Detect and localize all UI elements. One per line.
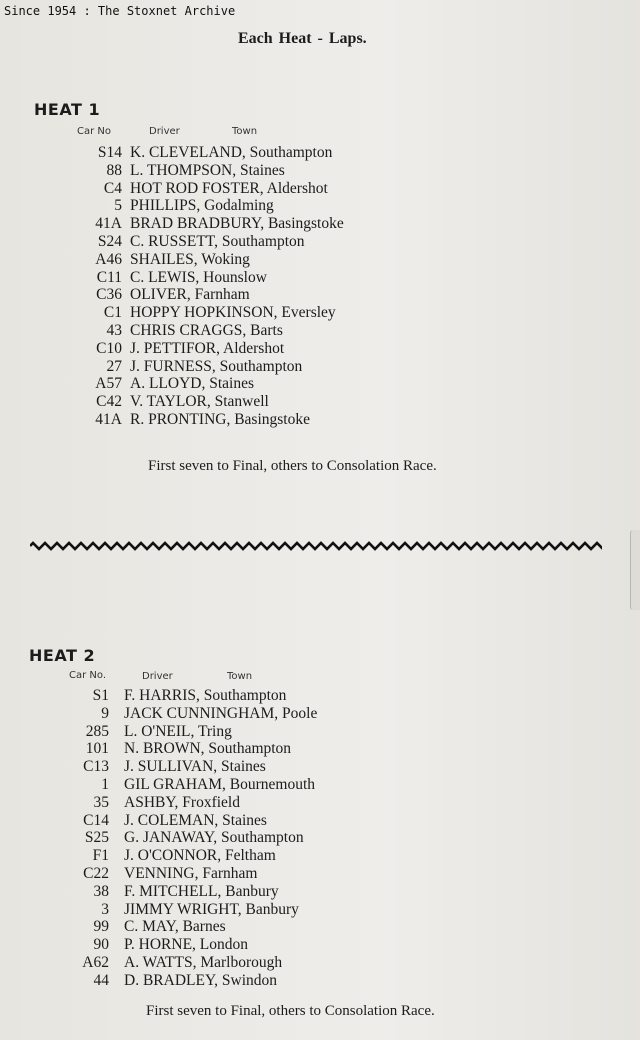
heat-1-col-town: Town [232, 126, 258, 137]
car-number: 99 [93, 918, 109, 936]
driver-town: N. BROWN, Southampton [124, 740, 292, 758]
driver-town: PHILLIPS, Godalming [130, 197, 274, 215]
section-divider [30, 540, 602, 552]
driver-town: C. MAY, Barnes [124, 918, 226, 936]
car-number: C42 [96, 393, 122, 411]
car-number: 90 [93, 936, 109, 954]
driver-town: JIMMY WRIGHT, Banbury [124, 900, 299, 918]
heat-2-note: First seven to Final, others to Consolation Race. [146, 1003, 435, 1019]
driver-town: HOPPY HOPKINSON, Eversley [130, 304, 336, 322]
driver-town: L. O'NEIL, Tring [124, 722, 232, 740]
driver-town: C. LEWIS, Hounslow [130, 268, 267, 286]
car-number: S24 [97, 232, 122, 250]
driver-town: J. COLEMAN, Staines [124, 811, 267, 829]
car-number: 1 [101, 775, 109, 793]
car-number: 27 [106, 357, 122, 375]
driver-town: L. THOMPSON, Staines [130, 161, 285, 179]
car-number: 35 [93, 793, 109, 811]
archive-watermark: Since 1954 : The Stoxnet Archive [4, 4, 236, 18]
car-number: C36 [96, 286, 122, 304]
car-number: 88 [106, 161, 122, 179]
car-number: S1 [92, 687, 109, 704]
car-number: C11 [96, 268, 122, 286]
page-title: Each Heat - Laps. [238, 30, 367, 47]
car-number: C22 [83, 864, 109, 882]
driver-town: G. JANAWAY, Southampton [124, 829, 304, 847]
heat-1-col-car: Car No [77, 126, 111, 137]
car-number: 41A [95, 215, 122, 233]
car-number: 43 [106, 321, 122, 339]
car-number: C10 [96, 339, 122, 357]
car-number: C14 [83, 811, 109, 829]
driver-town: CHRIS CRAGGS, Barts [130, 321, 283, 339]
heat-1-note: First seven to Final, others to Consolation Race. [148, 458, 437, 474]
car-number: 5 [114, 197, 122, 215]
car-number: A46 [95, 250, 122, 268]
driver-town: P. HORNE, London [124, 936, 249, 954]
car-number: 44 [93, 971, 109, 989]
car-number: 9 [101, 704, 109, 722]
driver-town: OLIVER, Farnham [130, 286, 250, 304]
heat-2-title: HEAT 2 [29, 646, 96, 665]
car-number: 41A [95, 410, 122, 428]
driver-town: GIL GRAHAM, Bournemouth [124, 775, 316, 793]
heat-2-col-town: Town [227, 671, 253, 682]
driver-town: K. CLEVELAND, Southampton [130, 144, 333, 161]
driver-town: C. RUSSETT, Southampton [130, 232, 305, 250]
driver-town: A. LLOYD, Staines [130, 375, 254, 393]
driver-town: ASHBY, Froxfield [124, 793, 240, 811]
car-number: 285 [85, 722, 109, 740]
car-number: S25 [84, 829, 109, 847]
driver-town: J. O'CONNOR, Feltham [124, 847, 276, 865]
driver-town: V. TAYLOR, Stanwell [130, 393, 269, 411]
car-number: F1 [92, 847, 109, 865]
car-number: 3 [101, 900, 109, 918]
driver-town: F. HARRIS, Southampton [124, 687, 287, 704]
driver-town: HOT ROD FOSTER, Aldershot [130, 179, 328, 197]
car-number: 101 [85, 740, 109, 758]
driver-town: JACK CUNNINGHAM, Poole [124, 704, 318, 722]
driver-town: F. MITCHELL, Banbury [124, 882, 279, 900]
driver-town: A. WATTS, Marlborough [124, 953, 283, 971]
car-number: A57 [95, 375, 122, 393]
car-number: S14 [97, 144, 122, 161]
driver-town: J. FURNESS, Southampton [130, 357, 303, 375]
page-fold-edge [630, 530, 640, 610]
heat-2-col-car: Car No. [69, 670, 107, 681]
car-number: 38 [93, 882, 109, 900]
driver-town: SHAILES, Woking [130, 250, 250, 268]
driver-town: BRAD BRADBURY, Basingstoke [130, 215, 344, 233]
driver-town: R. PRONTING, Basingstoke [130, 410, 310, 428]
heat-2-col-driver: Driver [142, 671, 173, 682]
car-number: C13 [83, 758, 109, 776]
driver-town: D. BRADLEY, Swindon [124, 971, 278, 989]
car-number: C4 [103, 179, 122, 197]
heat-1-title: HEAT 1 [34, 100, 101, 119]
driver-town: VENNING, Farnham [124, 864, 258, 882]
car-number: C1 [103, 304, 122, 322]
driver-town: J. PETTIFOR, Aldershot [130, 339, 285, 357]
driver-town: J. SULLIVAN, Staines [124, 758, 266, 776]
car-number: A62 [82, 953, 109, 971]
heat-1-col-driver: Driver [149, 126, 180, 137]
